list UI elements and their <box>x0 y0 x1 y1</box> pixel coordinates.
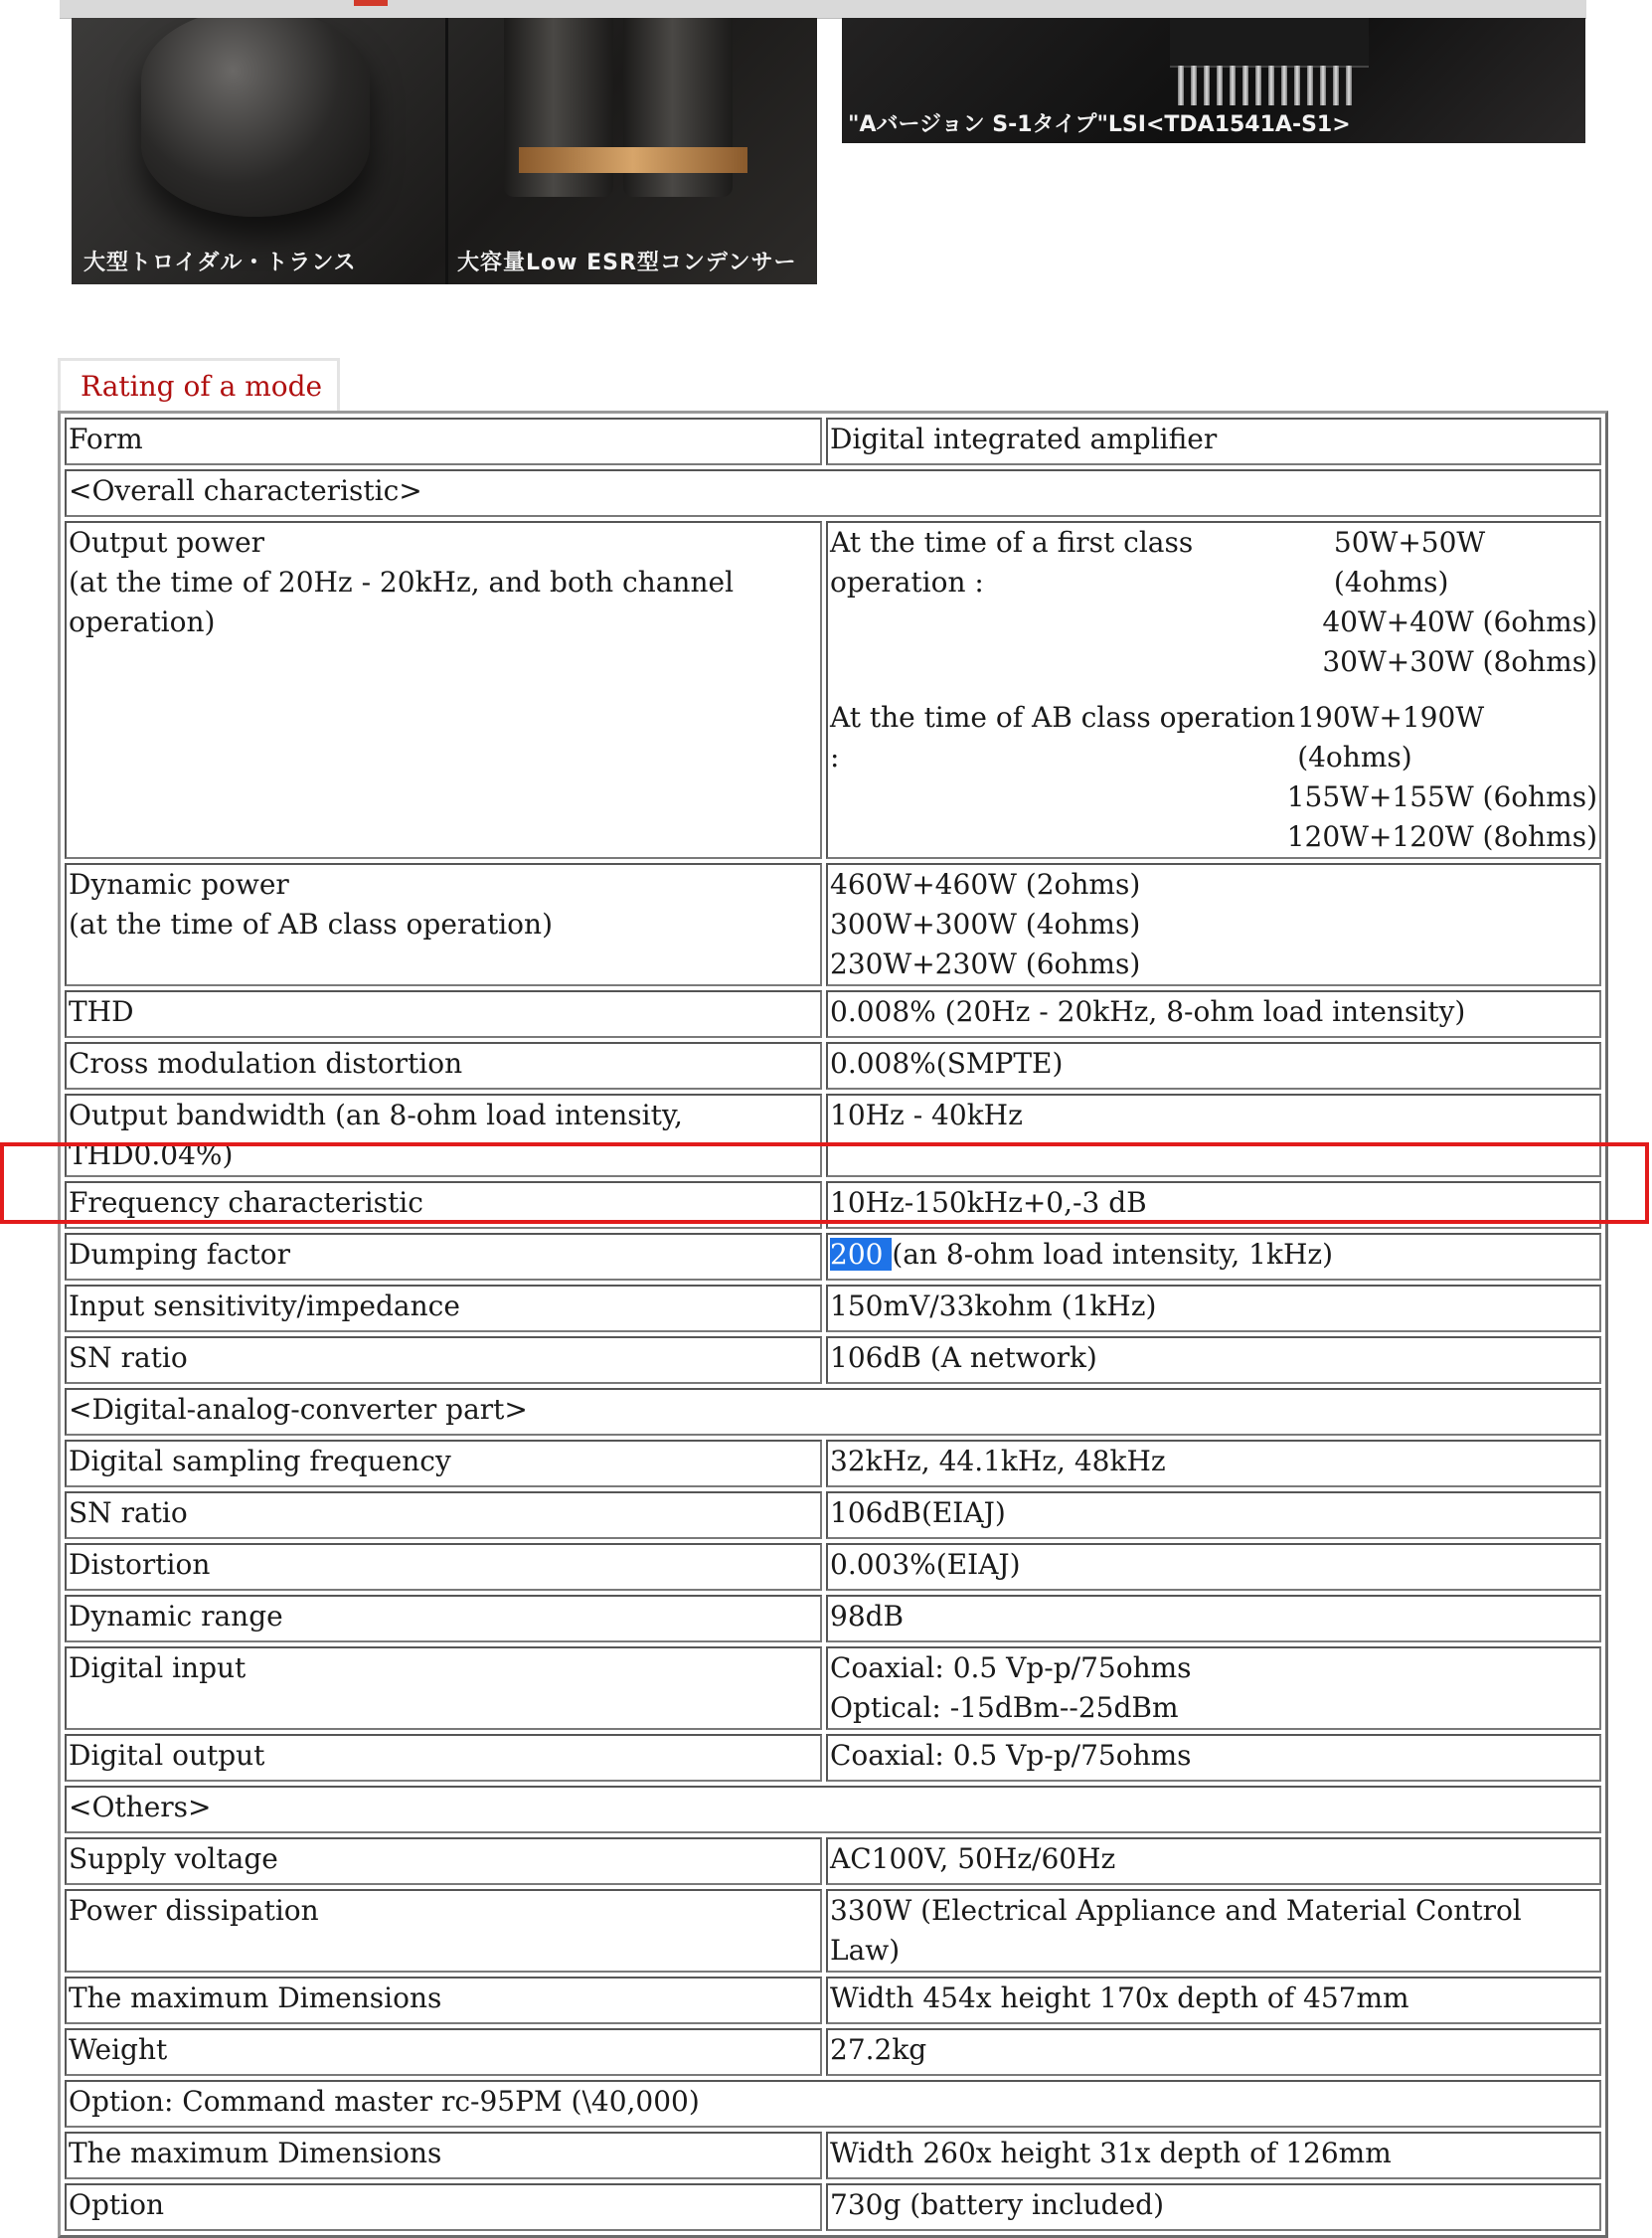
chip-pin <box>1333 66 1339 105</box>
spec-row <box>65 1094 1601 1177</box>
spec-value <box>826 521 1601 859</box>
chip-pin <box>1346 66 1352 105</box>
output-value: 190W+190W (4ohms) <box>1297 701 1485 774</box>
spec-label: Frequency characteristic <box>65 1181 822 1229</box>
spec-value: 32kHz, 44.1kHz, 48kHz <box>826 1440 1601 1487</box>
output-value: 120W+120W (8ohms) <box>1286 820 1597 853</box>
chip-pin <box>1320 66 1326 105</box>
spec-label: The maximum Dimensions <box>65 1977 822 2024</box>
spec-label: Power dissipation <box>65 1889 822 1973</box>
spec-row <box>65 1786 1601 1833</box>
product-photo-lsi-chip <box>842 18 1585 143</box>
spec-row <box>65 2132 1601 2179</box>
chip-pin <box>1217 66 1223 105</box>
spec-label-line: Output power <box>69 526 265 559</box>
chip-pin <box>1268 66 1274 105</box>
spec-row <box>65 2183 1601 2231</box>
spec-row <box>65 1285 1601 1332</box>
product-photo-transformer-capacitor <box>72 18 817 284</box>
spec-row <box>65 1837 1601 1885</box>
spec-table <box>58 411 1608 2238</box>
spec-label: Digital output <box>65 1734 822 1782</box>
photo-divider <box>445 18 448 284</box>
spec-row <box>65 469 1601 517</box>
spec-row <box>65 1042 1601 1090</box>
spec-value-line: Optical: -15dBm--25dBm <box>830 1691 1179 1724</box>
spec-row <box>65 521 1601 859</box>
spec-label <box>65 863 822 986</box>
spacer <box>830 682 1597 698</box>
spec-row <box>65 1595 1601 1642</box>
spec-label: Distortion <box>65 1543 822 1591</box>
spec-label: Cross modulation distortion <box>65 1042 822 1090</box>
spec-row <box>65 1889 1601 1973</box>
spec-row <box>65 1388 1601 1436</box>
spec-row <box>65 1646 1601 1730</box>
chip-pin <box>1204 66 1210 105</box>
spec-label: Form <box>65 418 822 465</box>
spec-label: Dynamic range <box>65 1595 822 1642</box>
spec-row <box>65 1543 1601 1591</box>
toolbar-red-mark <box>354 0 388 6</box>
spec-value: 98dB <box>826 1595 1601 1642</box>
spec-value: AC100V, 50Hz/60Hz <box>826 1837 1601 1885</box>
spec-row <box>65 2080 1601 2128</box>
spec-label: SN ratio <box>65 1336 822 1384</box>
spec-value-line: 300W+300W (4ohms) <box>830 908 1141 941</box>
spec-label: Input sensitivity/impedance <box>65 1285 822 1332</box>
spec-row <box>65 1440 1601 1487</box>
photo-caption-transformer: 大型トロイダル・トランス <box>83 251 357 275</box>
spec-value <box>826 863 1601 986</box>
chip-pin <box>1294 66 1300 105</box>
spec-value: 106dB(EIAJ) <box>826 1491 1601 1539</box>
spec-row <box>65 990 1601 1038</box>
chip-pin <box>1281 66 1287 105</box>
spec-value: Width 454x height 170x depth of 457mm <box>826 1977 1601 2024</box>
spec-value: 106dB (A network) <box>826 1336 1601 1384</box>
spec-value: Width 260x height 31x depth of 126mm <box>826 2132 1601 2179</box>
chip-pin <box>1242 66 1248 105</box>
photo-caption-capacitor: 大容量Low ESR型コンデンサー <box>457 251 797 275</box>
spec-label: Dumping factor <box>65 1233 822 1281</box>
spec-value: 150mV/33kohm (1kHz) <box>826 1285 1601 1332</box>
spec-value: 10Hz - 40kHz <box>826 1094 1601 1177</box>
spec-label: Weight <box>65 2028 822 2076</box>
spec-label-line: (at the time of AB class operation) <box>69 908 553 941</box>
output-value: 30W+30W (8ohms) <box>1322 645 1597 678</box>
spec-row <box>65 1336 1601 1384</box>
spec-value: 0.003%(EIAJ) <box>826 1543 1601 1591</box>
output-value: 50W+50W (4ohms) <box>1333 526 1486 599</box>
spec-label: Option <box>65 2183 822 2231</box>
spec-value: Coaxial: 0.5 Vp-p/75ohms <box>826 1734 1601 1782</box>
browser-toolbar-strip <box>60 0 1586 19</box>
spec-value: 27.2kg <box>826 2028 1601 2076</box>
chip-pin <box>1307 66 1313 105</box>
spec-value: 10Hz-150kHz+0,-3 dB <box>826 1181 1601 1229</box>
spec-row <box>65 2028 1601 2076</box>
output-value: 40W+40W (6ohms) <box>1322 605 1597 638</box>
section-header: Option: Command master rc-95PM (\40,000) <box>65 2080 1601 2128</box>
spec-value-line: 460W+460W (2ohms) <box>830 868 1141 901</box>
chip-pin <box>1255 66 1261 105</box>
spec-row <box>65 1734 1601 1782</box>
spec-row <box>65 1233 1601 1281</box>
spec-label-line: Dynamic power <box>69 868 289 901</box>
section-header: <Digital-analog-converter part> <box>65 1388 1601 1436</box>
capacitor-band <box>519 147 747 173</box>
spec-value <box>826 1233 1601 1281</box>
spec-row <box>65 1977 1601 2024</box>
section-header: <Overall characteristic> <box>65 469 1601 517</box>
output-row <box>830 523 1597 603</box>
spec-label: Digital sampling frequency <box>65 1440 822 1487</box>
chip-pin <box>1191 66 1197 105</box>
output-value: 155W+155W (6ohms) <box>1286 780 1597 813</box>
spec-value <box>826 1646 1601 1730</box>
spec-label: Output bandwidth (an 8-ohm load intensity, THD0.04%) <box>65 1094 822 1177</box>
spec-row <box>65 863 1601 986</box>
spec-label-line: (at the time of 20Hz - 20kHz, and both channel operation) <box>69 566 735 638</box>
spec-label: The maximum Dimensions <box>65 2132 822 2179</box>
spec-value: 0.008%(SMPTE) <box>826 1042 1601 1090</box>
spec-label: Digital input <box>65 1646 822 1730</box>
toroidal-transformer-image <box>141 18 370 217</box>
photo-caption-lsi: "Aバージョン S-1タイプ"LSI<TDA1541A-S1> <box>848 112 1351 137</box>
chip-pin <box>1230 66 1236 105</box>
spec-row <box>65 1181 1601 1229</box>
tab-rating-of-a-mode[interactable] <box>58 358 340 411</box>
chip-pin <box>1178 66 1184 105</box>
tab-label: Rating of a mode <box>81 370 323 403</box>
spec-label: Supply voltage <box>65 1837 822 1885</box>
output-mode-label: At the time of AB class operation : <box>830 701 1296 774</box>
spec-row <box>65 1491 1601 1539</box>
spec-value-line: 230W+230W (6ohms) <box>830 947 1141 980</box>
spec-value-text: (an 8-ohm load intensity, 1kHz) <box>892 1238 1334 1271</box>
spec-value: 0.008% (20Hz - 20kHz, 8-ohm load intensity) <box>826 990 1601 1038</box>
output-row <box>830 698 1597 777</box>
spec-label: SN ratio <box>65 1491 822 1539</box>
output-mode-label: At the time of a first class operation : <box>830 526 1194 599</box>
spec-value: Digital integrated amplifier <box>826 418 1601 465</box>
selected-text[interactable]: 200 <box>830 1238 893 1271</box>
spec-label <box>65 521 822 859</box>
spec-value-line: Coaxial: 0.5 Vp-p/75ohms <box>830 1651 1192 1684</box>
spec-value: 330W (Electrical Appliance and Material Control Law) <box>826 1889 1601 1973</box>
spec-value: 730g (battery included) <box>826 2183 1601 2231</box>
section-header: <Others> <box>65 1786 1601 1833</box>
spec-row <box>65 418 1601 465</box>
chip-image <box>1170 18 1369 68</box>
spec-label: THD <box>65 990 822 1038</box>
